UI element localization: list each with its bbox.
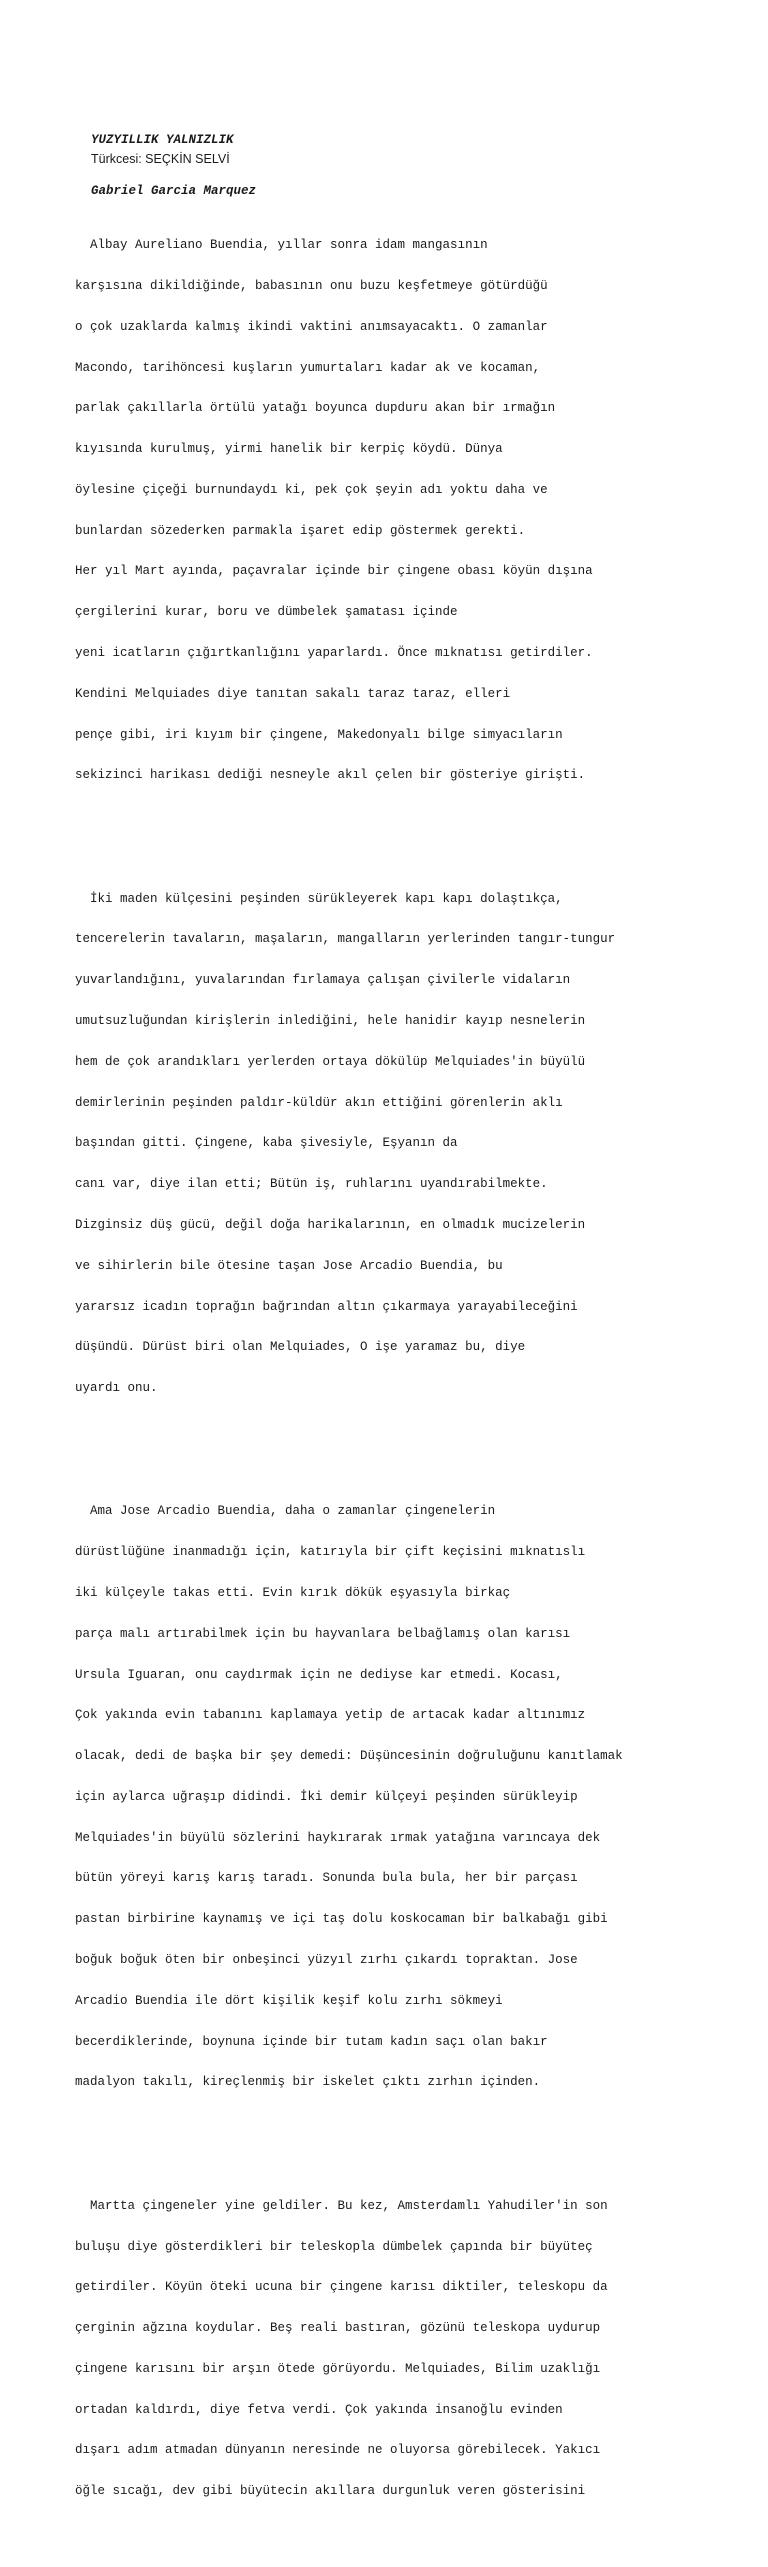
text-line: uyardı onu.: [75, 1381, 158, 1396]
text-line: bütün yöreyi karış karış taradı. Sonunda bula bula, her bir parçası: [75, 1871, 578, 1886]
text-line: yeni icatların çığırtkanlığını yaparlardı. Önce mıknatısı getirdiler.: [75, 646, 593, 660]
text-line: sekizinci harikası dediği nesneyle akıl çelen bir gösteriye girişti.: [75, 768, 586, 783]
text-line: düşündü. Dürüst biri olan Melquiades, O işe yaramaz bu, diye: [75, 1340, 526, 1355]
text-line: Macondo, tarihöncesi kuşların yumurtaları kadar ak ve kocaman,: [75, 360, 541, 375]
text-line: Martta çingeneler yine geldiler. Bu kez, Amsterdamlı Yahudiler'in son: [75, 2198, 608, 2213]
text-line: boğuk boğuk öten bir onbeşinci yüzyıl zırhı çıkardı topraktan. Jose: [75, 1953, 578, 1968]
translator-credit: Türkcesi: SEÇKİN SELVİ: [91, 152, 230, 166]
text-line: parlak çakıllarla örtülü yatağı boyunca dupduru akan bir ırmağın: [75, 401, 556, 416]
book-title: YUZYILLIK YALNIZLIK: [91, 133, 234, 147]
text-line: becerdiklerinde, boynuna içinde bir tutam kadın saçı olan bakır: [75, 2034, 548, 2049]
paragraph: [75, 212, 755, 810]
text-line: umutsuzluğundan kirişlerin inlediğini, hele hanidir kayıp nesnelerin: [75, 1014, 586, 1029]
text-line: Dizginsiz düş gücü, değil doğa harikalarının, en olmadık mucizelerin: [75, 1217, 586, 1232]
text-line: bunlardan sözederken parmakla işaret edip göstermek gerekti.: [75, 523, 526, 538]
text-line: Melquiades'in büyülü sözlerini haykırarak ırmak yatağına varıncaya dek: [75, 1830, 601, 1845]
body-text: [75, 184, 755, 2567]
text-line: yararsız icadın toprağın bağrından altın çıkarmaya yarayabileceğini: [75, 1299, 578, 1314]
text-line: iki külçeyle takas etti. Evin kırık dökük eşyasıyla birkaç: [75, 1586, 511, 1600]
text-line: kıyısında kurulmuş, yirmi hanelik bir kerpiç köydü. Dünya: [75, 442, 503, 457]
text-line: tencerelerin tavaların, maşaların, mangalların yerlerinden tangır-tungur: [75, 932, 616, 947]
paragraph: [75, 866, 755, 1423]
text-line: için aylarca uğraşıp didindi. İki demir külçeyi peşinden sürükleyip: [75, 1789, 578, 1804]
paragraph: [75, 2173, 755, 2526]
text-line: pastan birbirine kaynamış ve içi taş dolu koskocaman bir balkabağı gibi: [75, 1912, 608, 1927]
text-line: başından gitti. Çingene, kaba şivesiyle, Eşyanın da: [75, 1136, 458, 1151]
text-line: demirlerinin peşinden paldır-küldür akın ettiğini görenlerin aklı: [75, 1095, 563, 1110]
text-line: dürüstlüğüne inanmadığı için, katırıyla bir çift keçisini mıknatıslı: [75, 1545, 586, 1560]
text-line: ve sihirlerin bile ötesine taşan Jose Arcadio Buendia, bu: [75, 1258, 503, 1273]
text-line: karşısına dikildiğinde, babasının onu buzu keşfetmeye götürdüğü: [75, 278, 548, 293]
text-line: İki maden külçesini peşinden sürükleyerek kapı kapı dolaştıkça,: [75, 891, 563, 906]
text-line: çingene karısını bir arşın ötede görüyordu. Melquiades, Bilim uzaklığı: [75, 2361, 601, 2376]
text-line: parça malı artırabilmek için bu hayvanlara belbağlamış olan karısı: [75, 1626, 571, 1641]
text-line: hem de çok arandıkları yerlerden ortaya dökülüp Melquiades'in büyülü: [75, 1054, 586, 1069]
text-line: çergilerini kurar, boru ve dümbelek şamatası içinde: [75, 605, 458, 620]
text-line: getirdiler. Köyün öteki ucuna bir çingene karısı diktiler, teleskopu da: [75, 2280, 608, 2295]
text-line: çerginin ağzına koydular. Beş reali bastıran, gözünü teleskopa uydurup: [75, 2321, 601, 2336]
paragraph: [75, 1478, 755, 2117]
text-line: öylesine çiçeği burnundaydı ki, pek çok şeyin adı yoktu daha ve: [75, 482, 548, 497]
text-line: buluşu diye gösterdikleri bir teleskopla dümbelek çapında bir büyüteç: [75, 2239, 593, 2254]
text-line: öğle sıcağı, dev gibi büyütecin akıllara durgunluk veren gösterisini: [75, 2484, 586, 2499]
text-line: Arcadio Buendia ile dört kişilik keşif kolu zırhı sökmeyi: [75, 1993, 503, 2008]
text-line: Albay Aureliano Buendia, yıllar sonra idam mangasının: [75, 238, 488, 253]
text-line: Her yıl Mart ayında, paçavralar içinde bir çingene obası köyün dışına: [75, 564, 593, 579]
text-line: olacak, dedi de başka bir şey demedi: Düşüncesinin doğruluğunu kanıtlamak: [75, 1749, 623, 1764]
text-line: Ama Jose Arcadio Buendia, daha o zamanlar çingenelerin: [75, 1504, 496, 1519]
text-line: canı var, diye ilan etti; Bütün iş, ruhlarını uyandırabilmekte.: [75, 1177, 548, 1192]
text-line: Çok yakında evin tabanını kaplamaya yetip de artacak kadar altınımız: [75, 1708, 586, 1723]
text-line: o çok uzaklarda kalmış ikindi vaktini anımsayacaktı. O zamanlar: [75, 319, 548, 334]
book-author: Gabriel Garcia Marquez: [91, 184, 257, 198]
text-line: yuvarlandığını, yuvalarından fırlamaya çalışan çivilerle vidaların: [75, 973, 571, 988]
text-line: dışarı adım atmadan dünyanın neresinde ne oluyorsa görebilecek. Yakıcı: [75, 2443, 601, 2458]
text-line: Ursula Iguaran, onu caydırmak için ne dediyse kar etmedi. Kocası,: [75, 1667, 563, 1682]
text-line: pençe gibi, iri kıyım bir çingene, Makedonyalı bilge simyacıların: [75, 727, 563, 742]
text-line: ortadan kaldırdı, diye fetva verdi. Çok yakında insanoğlu evinden: [75, 2402, 563, 2417]
text-line: madalyon takılı, kireçlenmiş bir iskelet çıktı zırhın içinden.: [75, 2075, 541, 2090]
text-line: Kendini Melquiades diye tanıtan sakalı taraz taraz, elleri: [75, 686, 511, 701]
